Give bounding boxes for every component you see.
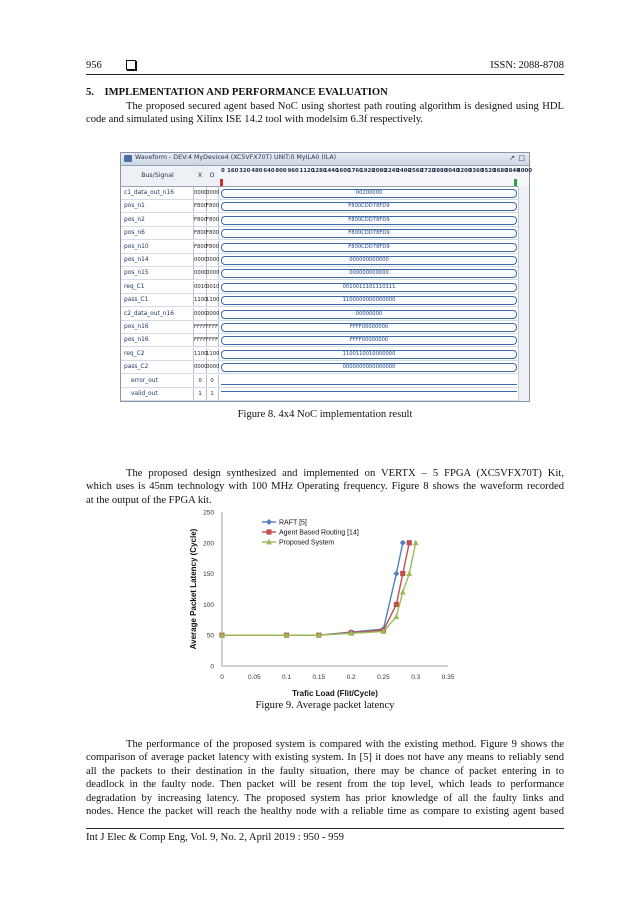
paragraph-3 — [86, 738, 564, 818]
legend-label: Agent Based Routing [14] — [279, 529, 359, 537]
bus-waveform: 0000000000000000 — [221, 363, 517, 372]
value-at-x: 1100 — [194, 348, 207, 360]
timeline-tick: 160 — [227, 168, 239, 174]
value-at-o: 0000 — [206, 187, 219, 199]
paragraph-line: The proposed design synthesized and implemented on VERTX – 5 FPGA (XC5VFX70T) Kit, — [126, 468, 564, 479]
timeline-tick: 4000 — [517, 168, 533, 174]
value-at-o: 1100 — [206, 294, 219, 306]
restore-icon[interactable]: ↗ — [509, 154, 515, 162]
series-line — [222, 543, 403, 635]
paragraph-line: all the packets to their destination in the faulty situation, there may be chance of packet entering in to — [86, 765, 564, 777]
signal-name[interactable]: pos_n16 — [121, 321, 194, 333]
signal-name[interactable]: pos_n10 — [121, 241, 194, 253]
col-x[interactable]: X — [194, 166, 207, 187]
y-tick-label: 250 — [203, 509, 214, 517]
waveform-row[interactable] — [121, 294, 529, 307]
timeline-tick: 320 — [239, 168, 251, 174]
bit-waveform — [221, 391, 517, 392]
x-tick-label: 0.05 — [247, 674, 261, 681]
timeline-tick: 1920 — [359, 168, 375, 174]
data-point — [393, 614, 399, 620]
timeline-tick: 2400 — [396, 168, 412, 174]
figure8-caption: Figure 8. 4x4 NoC implementation result — [237, 409, 413, 420]
timeline-tick: 2080 — [372, 168, 388, 174]
figure9-caption: Figure 9. Average packet latency — [255, 700, 395, 711]
footer-rule — [86, 828, 564, 829]
timeline-ruler[interactable] — [218, 166, 533, 187]
signal-name[interactable]: pass_C1 — [121, 294, 194, 306]
section-heading: 5. IMPLEMENTATION AND PERFORMANCE EVALUATION — [86, 87, 388, 98]
waveform-row[interactable] — [121, 388, 529, 401]
bus-waveform: 000000000000 — [221, 269, 517, 278]
waveform-row[interactable] — [121, 375, 529, 388]
paragraph-line: deadlock in the faulty node. Then packet will be resent from the top level, which leads to performance — [86, 779, 564, 791]
timeline-tick: 800 — [275, 168, 287, 174]
waveform-row[interactable] — [121, 200, 529, 213]
waveform-row[interactable] — [121, 334, 529, 347]
timeline-tick: 0 — [221, 168, 225, 174]
timeline-tick: 640 — [263, 168, 275, 174]
data-point — [406, 570, 412, 576]
signal-name[interactable]: pos_n1 — [121, 200, 194, 212]
value-at-x: 1100 — [194, 294, 207, 306]
value-at-o: 0000 — [206, 308, 219, 320]
data-point — [393, 571, 399, 577]
y-axis-label: Average Packet Latency (Cycle) — [189, 528, 198, 650]
waveform-icon — [124, 155, 132, 162]
timeline-tick: 1280 — [311, 168, 327, 174]
value-at-x: FFFF — [194, 321, 207, 333]
value-at-o: 0010 — [206, 281, 219, 293]
signal-name[interactable]: pos_n15 — [121, 267, 194, 279]
value-at-x: 0 — [194, 375, 207, 387]
value-at-x: 0000 — [194, 361, 207, 373]
value-at-o: F800 — [206, 200, 219, 212]
signal-name[interactable]: error_out — [121, 375, 194, 387]
data-point — [407, 540, 412, 545]
series-line — [222, 543, 416, 635]
close-icon[interactable]: □ — [518, 154, 525, 162]
col-o[interactable]: O — [206, 166, 219, 187]
page-number: 956 — [86, 60, 102, 71]
issn: ISSN: 2088-8708 — [490, 60, 564, 71]
data-point — [394, 602, 399, 607]
waveform-row[interactable] — [121, 227, 529, 240]
bus-waveform: F800CDD78FD9 — [221, 243, 517, 252]
waveform-row[interactable] — [121, 361, 529, 374]
signal-name[interactable]: pos_n14 — [121, 254, 194, 266]
data-point — [400, 571, 405, 576]
legend-label: RAFT [5] — [279, 519, 307, 527]
signal-name[interactable]: pos_n6 — [121, 227, 194, 239]
series-line — [222, 543, 409, 635]
y-tick-label: 0 — [210, 663, 214, 671]
value-at-o: 1 — [206, 388, 219, 400]
waveform-window — [120, 152, 533, 402]
timeline-tick: 1440 — [323, 168, 339, 174]
bus-waveform: 1100000000000000 — [221, 296, 517, 305]
bus-waveform: F800CDD78FD9 — [221, 229, 517, 238]
x-tick-label: 0.25 — [377, 674, 390, 681]
value-at-o: FFFF — [206, 334, 219, 346]
waveform-titlebar — [121, 153, 529, 166]
value-at-x: F800 — [194, 227, 207, 239]
x-tick-label: 0.3 — [411, 674, 421, 681]
header-rule — [86, 74, 564, 75]
value-at-x: FFFF — [194, 334, 207, 346]
waveform-row[interactable] — [121, 281, 529, 294]
bus-waveform: 1100110010000000 — [221, 350, 517, 359]
value-at-o: 0 — [206, 375, 219, 387]
timeline-tick: 1760 — [347, 168, 363, 174]
signal-name[interactable]: c2_data_out_n16 — [121, 308, 194, 320]
timeline-tick: 2240 — [384, 168, 400, 174]
paragraph-line: code and simulated using Xilinx ISE 14.2 tool with modelsim 6.3f respectively. — [86, 114, 424, 126]
latency-chart — [178, 500, 478, 700]
signal-name[interactable]: pass_C2 — [121, 361, 194, 373]
value-at-o: F800 — [206, 227, 219, 239]
timeline-tick: 2560 — [408, 168, 424, 174]
paragraph-line: The performance of the proposed system is compared with the existing method. Figure 9 shows the — [126, 739, 564, 750]
waveform-row[interactable] — [121, 348, 529, 361]
data-point — [400, 589, 406, 595]
value-at-x: 0000 — [194, 187, 207, 199]
bus-waveform: 00000000 — [221, 310, 517, 319]
value-at-x: F800 — [194, 200, 207, 212]
data-point — [266, 529, 271, 534]
signal-name[interactable]: req_C1 — [121, 281, 194, 293]
timeline-tick: 2720 — [420, 168, 436, 174]
signal-name[interactable]: pos_n16 — [121, 334, 194, 346]
value-at-o: 0000 — [206, 361, 219, 373]
timeline-tick: 3360 — [468, 168, 484, 174]
y-tick-label: 50 — [206, 632, 214, 640]
waveform-row[interactable] — [121, 321, 529, 334]
x-tick-label: 0.1 — [282, 674, 292, 681]
x-tick-label: 0.35 — [441, 674, 455, 681]
data-point — [266, 519, 272, 525]
vertical-scrollbar[interactable] — [518, 186, 529, 401]
x-tick-label: 0.15 — [312, 674, 326, 681]
bus-waveform: 0010011101110111 — [221, 283, 517, 292]
timeline-tick: 3520 — [480, 168, 496, 174]
x-axis-label: Trafic Load (Flit/Cycle) — [292, 689, 378, 698]
y-tick-label: 100 — [203, 601, 214, 609]
waveform-row[interactable] — [121, 267, 529, 280]
value-at-x: 0000 — [194, 308, 207, 320]
signal-name[interactable]: c1_data_out_n16 — [121, 187, 194, 199]
value-at-x: F800 — [194, 241, 207, 253]
signal-name[interactable]: pos_n2 — [121, 214, 194, 226]
value-at-x: 0000 — [194, 267, 207, 279]
paragraph-line: nodes. Hence the packet will reach the healthy node with a reliable time as compare to existing agent based — [86, 806, 564, 818]
footer-citation: Int J Elec & Comp Eng, Vol. 9, No. 2, April 2019 : 950 - 959 — [86, 832, 344, 843]
timeline-tick: 960 — [287, 168, 299, 174]
x-tick-label: 0.2 — [346, 674, 356, 681]
paragraph-line: which uses is 45nm technology with 100 MHz Operating frequency. Figure 8 shows the waveform recorded — [86, 481, 564, 493]
timeline-tick: 3680 — [492, 168, 508, 174]
value-at-o: 0000 — [206, 267, 219, 279]
paragraph-line: degradation by increasing latency. The proposed system has prior knowledge of all the faulty links and — [86, 792, 564, 804]
timeline-tick: 3040 — [444, 168, 460, 174]
y-tick-label: 150 — [203, 571, 214, 579]
cursor-o-marker[interactable] — [514, 179, 517, 186]
waveform-row[interactable] — [121, 187, 529, 200]
waveform-row[interactable] — [121, 254, 529, 267]
value-at-o: 0000 — [206, 254, 219, 266]
waveform-title: Waveform - DEV:4 MyDevice4 (XC5VFX70T) UNIT:0 MyILA0 (ILA) — [135, 154, 337, 161]
value-at-x: 0010 — [194, 281, 207, 293]
timeline-tick: 3840 — [504, 168, 520, 174]
legend-label: Proposed System — [279, 539, 335, 547]
square-icon — [126, 60, 136, 70]
bus-waveform: F800CDD78FD9 — [221, 202, 517, 211]
value-at-o: F800 — [206, 214, 219, 226]
waveform-row[interactable] — [121, 241, 529, 254]
value-at-x: 0000 — [194, 254, 207, 266]
value-at-o: F800 — [206, 241, 219, 253]
bus-waveform: 00200000 — [221, 189, 517, 198]
y-tick-label: 200 — [203, 540, 214, 548]
waveform-row[interactable] — [121, 308, 529, 321]
timeline-tick: 3200 — [456, 168, 472, 174]
paragraph-line: comparison of average packet latency with existing system. In [5] it does not have any means to reliably send — [86, 752, 564, 764]
value-at-x: F800 — [194, 214, 207, 226]
bus-waveform: F800CDD78FD9 — [221, 216, 517, 225]
bus-waveform: FFFF00000000 — [221, 336, 517, 345]
timeline-tick: 1120 — [299, 168, 315, 174]
signal-name[interactable]: valid_out — [121, 388, 194, 400]
data-point — [413, 540, 419, 546]
section-paragraph — [86, 100, 564, 127]
timeline-tick: 480 — [251, 168, 263, 174]
timeline-tick: 1600 — [335, 168, 351, 174]
waveform-row[interactable] — [121, 214, 529, 227]
value-at-o: 1100 — [206, 348, 219, 360]
col-bus-signal[interactable]: Bus/Signal — [121, 166, 195, 187]
paragraph-line: The proposed secured agent based NoC using shortest path routing algorithm is designed using HDL — [126, 101, 564, 112]
value-at-x: 1 — [194, 388, 207, 400]
timeline-tick: 2880 — [432, 168, 448, 174]
data-point — [400, 540, 406, 546]
bit-waveform — [221, 384, 517, 385]
value-at-o: FFFF — [206, 321, 219, 333]
paragraph-line: at the output of the FPGA kit. — [86, 494, 212, 506]
bus-waveform: FFFF00000000 — [221, 323, 517, 332]
cursor-x-marker[interactable] — [220, 179, 223, 186]
x-tick-label: 0 — [220, 674, 224, 681]
signal-name[interactable]: req_C2 — [121, 348, 194, 360]
bus-waveform: 000000000000 — [221, 256, 517, 265]
